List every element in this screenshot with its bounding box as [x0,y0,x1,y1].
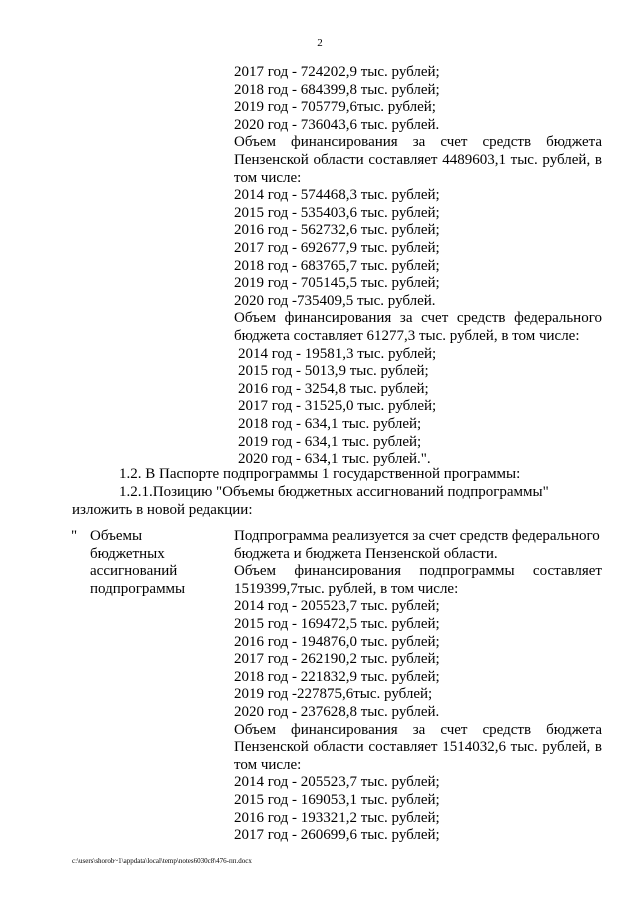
intro-line: Подпрограмма реализуется за счет средств федерального [234,528,600,544]
label-line: ассигнований [90,563,178,580]
federal-years-block [238,346,598,469]
year-line: 2020 год -735409,5 тыс. рублей. [234,292,436,309]
year-line: 2017 год - 724202,9 тыс. рублей; [234,64,440,80]
year-line: 2017 год - 692677,9 тыс. рублей; [234,239,440,256]
year-line: 2014 год - 574468,3 тыс. рублей; [234,187,440,204]
year-line: 2015 год - 535403,6 тыс. рублей; [234,204,440,221]
footer-file-path: c:\users\shorob~1\appdata\local\temp\notes6030c8\476-пп.docx [72,857,252,865]
page-number: 2 [317,37,323,49]
year-line: 2016 год - 562732,6 тыс. рублей; [234,222,440,239]
regional-intro-line: Пензенской области составляет 4489603,1 тыс. рублей, в [234,151,602,168]
section-item-1-2-1-continued: изложить в новой редакции: [72,502,253,518]
top-funding-block [234,64,602,346]
year-line: 2015 год - 5013,9 тыс. рублей; [238,363,429,380]
regional-intro-line: Объем финансирования за счет средств бюджета [234,134,602,151]
federal-intro-line: бюджета составляет 61277,3 тыс. рублей, в том числе: [234,327,580,344]
regional-intro-line: том числе: [234,756,302,773]
year-line: 2018 год - 634,1 тыс. рублей; [238,415,422,432]
year-line: 2016 год - 194876,0 тыс. рублей; [234,633,440,650]
year-line: 2018 год - 683765,7 тыс. рублей; [234,257,440,274]
year-line: 2019 год - 705779,6тыс. рублей; [234,99,436,116]
label-line: подпрограммы [90,580,186,597]
regional-intro-line: том числе: [234,169,302,186]
section-item-1-2: 1.2. В Паспорте подпрограммы 1 государственной программы: [119,466,521,482]
section-item-1-2-1: 1.2.1.Позицию "Объемы бюджетных ассигнований подпрограммы" [119,484,549,500]
year-line: 2018 год - 684399,8 тыс. рублей; [234,81,440,98]
year-line: 2014 год - 19581,3 тыс. рублей; [238,345,437,362]
open-quote: " [71,528,78,544]
total-intro-line: Объем финансирования подпрограммы составляет [234,563,602,580]
intro-line: бюджета и бюджета Пензенской области. [234,545,498,562]
year-line: 2019 год -227875,6тыс. рублей; [234,686,433,703]
year-line: 2016 год - 193321,2 тыс. рублей; [234,809,440,826]
table-label-cell [90,528,220,598]
year-line: 2017 год - 31525,0 тыс. рублей; [238,398,437,415]
year-line: 2019 год - 705145,5 тыс. рублей; [234,275,440,292]
label-line: Объемы [90,528,143,544]
year-line: 2020 год - 736043,6 тыс. рублей. [234,116,440,133]
year-line: 2016 год - 3254,8 тыс. рублей; [238,380,429,397]
label-line: бюджетных [90,545,165,562]
year-line: 2014 год - 205523,7 тыс. рублей; [234,598,440,615]
year-line: 2015 год - 169053,1 тыс. рублей; [234,791,440,808]
table-value-cell [234,528,602,845]
regional-intro-line: Объем финансирования за счет средств бюджета [234,721,602,738]
year-line: 2017 год - 260699,6 тыс. рублей; [234,827,440,844]
year-line: 2020 год - 634,1 тыс. рублей.". [238,451,431,468]
year-line: 2014 год - 205523,7 тыс. рублей; [234,774,440,791]
year-line: 2018 год - 221832,9 тыс. рублей; [234,668,440,685]
year-line: 2015 год - 169472,5 тыс. рублей; [234,615,440,632]
total-intro-line: 1519399,7тыс. рублей, в том числе: [234,580,459,597]
year-line: 2020 год - 237628,8 тыс. рублей. [234,703,440,720]
year-line: 2019 год - 634,1 тыс. рублей; [238,433,422,450]
year-line: 2017 год - 262190,2 тыс. рублей; [234,651,440,668]
federal-intro-line: Объем финансирования за счет средств федерального [234,310,602,327]
regional-intro-line: Пензенской области составляет 1514032,6 тыс. рублей, в [234,739,602,756]
